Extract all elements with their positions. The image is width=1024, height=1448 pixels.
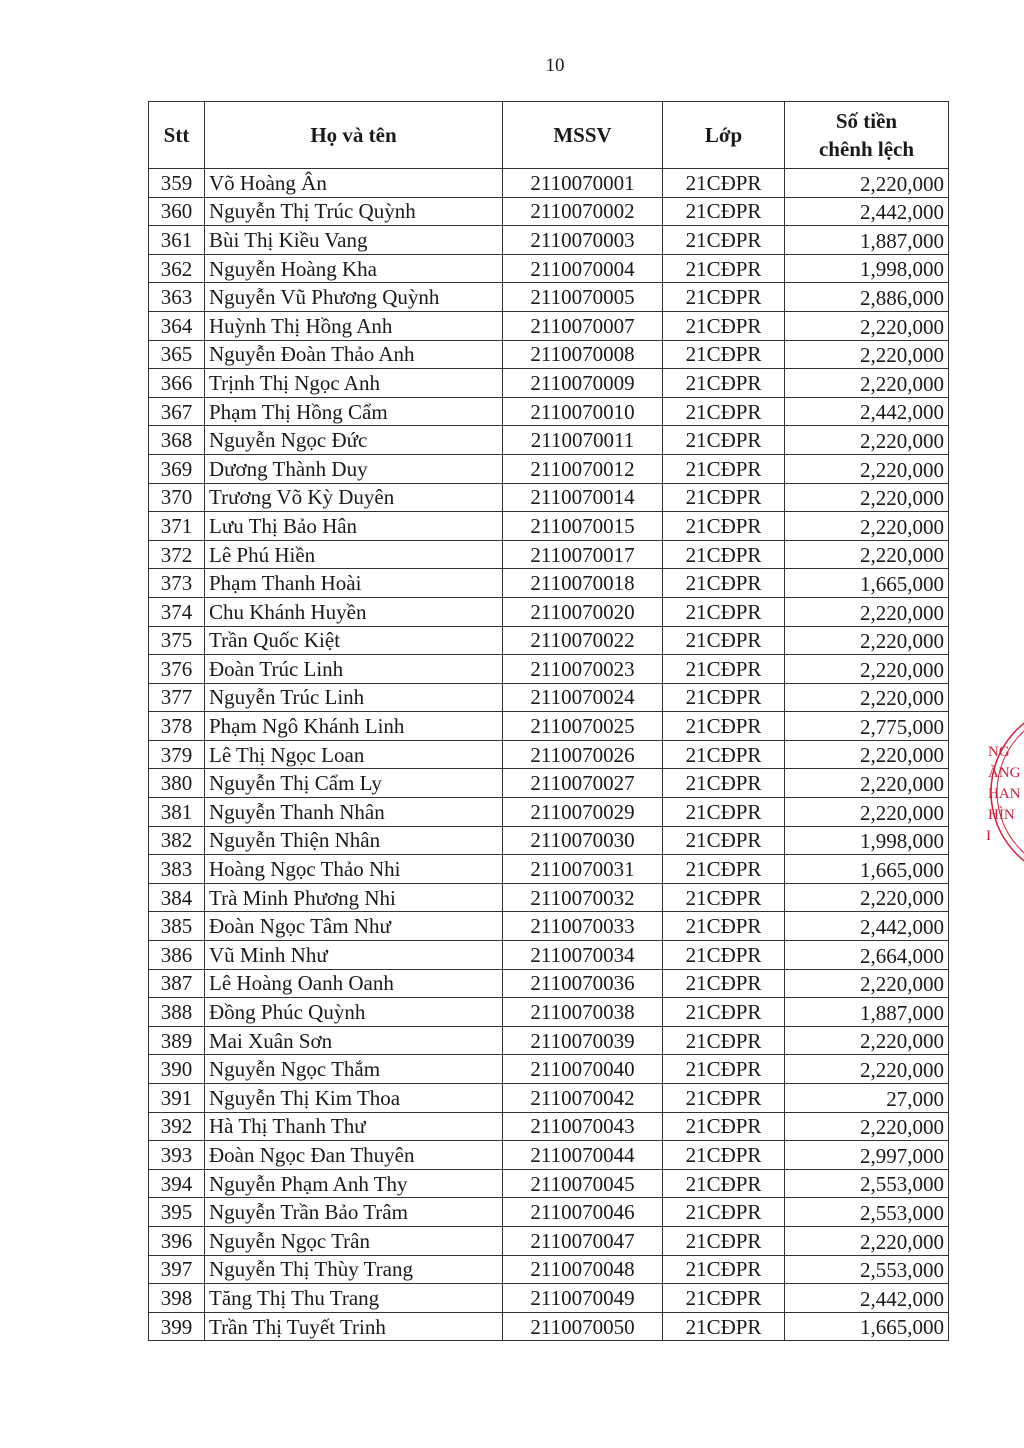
cell-mssv: 2110070038 [503,998,663,1027]
cell-name: Mai Xuân Sơn [205,1026,503,1055]
cell-name: Trà Minh Phương Nhi [205,883,503,912]
cell-mssv: 2110070031 [503,855,663,884]
table-row [149,1141,949,1170]
cell-stt: 390 [149,1055,205,1084]
cell-class: 21CĐPR [663,855,785,884]
cell-stt: 394 [149,1169,205,1198]
cell-stt: 382 [149,826,205,855]
cell-mssv: 2110070017 [503,540,663,569]
cell-mssv: 2110070044 [503,1141,663,1170]
cell-mssv: 2110070040 [503,1055,663,1084]
table-row [149,740,949,769]
cell-class: 21CĐPR [663,1055,785,1084]
table-row [149,569,949,598]
cell-stt: 367 [149,397,205,426]
cell-name: Vũ Minh Như [205,941,503,970]
cell-stt: 370 [149,483,205,512]
cell-stt: 379 [149,740,205,769]
header-amount-line2: chênh lệch [818,137,915,161]
cell-mssv: 2110070004 [503,254,663,283]
cell-amount: 2,220,000 [785,1055,949,1084]
cell-mssv: 2110070023 [503,655,663,684]
cell-stt: 373 [149,569,205,598]
cell-name: Lê Phú Hiền [205,540,503,569]
cell-name: Nguyễn Trần Bảo Trâm [205,1198,503,1227]
header-stt: Stt [149,102,205,169]
cell-mssv: 2110070032 [503,883,663,912]
header-mssv: MSSV [503,102,663,169]
seal-text-line: ĂNG [988,765,1021,781]
cell-mssv: 2110070046 [503,1198,663,1227]
cell-mssv: 2110070012 [503,454,663,483]
seal-text-line: HÌN [988,807,1015,823]
cell-class: 21CĐPR [663,683,785,712]
seal-text-line: I [986,828,991,844]
table-row [149,769,949,798]
cell-name: Dương Thành Duy [205,454,503,483]
cell-stt: 393 [149,1141,205,1170]
cell-name: Nguyễn Thị Thùy Trang [205,1255,503,1284]
table-row [149,540,949,569]
cell-amount: 2,220,000 [785,798,949,827]
cell-amount: 2,220,000 [785,369,949,398]
cell-class: 21CĐPR [663,1255,785,1284]
table-row [149,1312,949,1341]
table-row [149,883,949,912]
cell-stt: 399 [149,1312,205,1341]
cell-class: 21CĐPR [663,369,785,398]
cell-class: 21CĐPR [663,169,785,198]
cell-mssv: 2110070042 [503,1084,663,1113]
cell-amount: 1,998,000 [785,826,949,855]
cell-amount: 2,886,000 [785,283,949,312]
cell-name: Nguyễn Ngọc Thắm [205,1055,503,1084]
cell-mssv: 2110070047 [503,1226,663,1255]
cell-name: Nguyễn Thị Cẩm Ly [205,769,503,798]
header-amount-line1: Số tiền [835,109,898,133]
table-row [149,254,949,283]
cell-stt: 386 [149,941,205,970]
table-row [149,1255,949,1284]
table-header-row [149,102,949,169]
cell-amount: 1,665,000 [785,855,949,884]
seal-text-line: NG [988,744,1010,760]
cell-class: 21CĐPR [663,512,785,541]
table-row [149,597,949,626]
cell-class: 21CĐPR [663,1284,785,1313]
cell-mssv: 2110070033 [503,912,663,941]
cell-name: Phạm Thị Hồng Cẩm [205,397,503,426]
cell-class: 21CĐPR [663,340,785,369]
cell-name: Đoàn Trúc Linh [205,655,503,684]
cell-name: Huỳnh Thị Hồng Anh [205,311,503,340]
cell-mssv: 2110070015 [503,512,663,541]
table-row [149,397,949,426]
cell-amount: 1,665,000 [785,1312,949,1341]
cell-stt: 385 [149,912,205,941]
cell-name: Nguyễn Thị Trúc Quỳnh [205,197,503,226]
table-row [149,512,949,541]
cell-amount: 2,664,000 [785,941,949,970]
table-row [149,798,949,827]
cell-amount: 2,220,000 [785,626,949,655]
cell-stt: 380 [149,769,205,798]
cell-amount: 2,220,000 [785,426,949,455]
cell-class: 21CĐPR [663,283,785,312]
cell-name: Phạm Ngô Khánh Linh [205,712,503,741]
cell-class: 21CĐPR [663,1226,785,1255]
table-row [149,283,949,312]
cell-amount: 2,553,000 [785,1255,949,1284]
cell-amount: 2,220,000 [785,483,949,512]
cell-class: 21CĐPR [663,626,785,655]
table-row [149,426,949,455]
cell-name: Nguyễn Đoàn Thảo Anh [205,340,503,369]
cell-stt: 365 [149,340,205,369]
cell-name: Nguyễn Thiện Nhân [205,826,503,855]
cell-class: 21CĐPR [663,1084,785,1113]
cell-name: Đoàn Ngọc Đan Thuyên [205,1141,503,1170]
cell-class: 21CĐPR [663,1026,785,1055]
cell-amount: 2,442,000 [785,397,949,426]
cell-class: 21CĐPR [663,1112,785,1141]
cell-name: Trương Võ Kỳ Duyên [205,483,503,512]
table-row [149,826,949,855]
cell-amount: 2,220,000 [785,883,949,912]
cell-mssv: 2110070020 [503,597,663,626]
table-row [149,369,949,398]
cell-mssv: 2110070030 [503,826,663,855]
cell-class: 21CĐPR [663,483,785,512]
cell-stt: 377 [149,683,205,712]
cell-name: Bùi Thị Kiều Vang [205,226,503,255]
cell-class: 21CĐPR [663,826,785,855]
cell-name: Đồng Phúc Quỳnh [205,998,503,1027]
cell-name: Trịnh Thị Ngọc Anh [205,369,503,398]
cell-mssv: 2110070024 [503,683,663,712]
cell-amount: 2,220,000 [785,683,949,712]
cell-name: Võ Hoàng Ân [205,169,503,198]
table-row [149,655,949,684]
cell-amount: 2,220,000 [785,454,949,483]
cell-class: 21CĐPR [663,798,785,827]
cell-class: 21CĐPR [663,912,785,941]
cell-class: 21CĐPR [663,569,785,598]
cell-name: Tăng Thị Thu Trang [205,1284,503,1313]
cell-stt: 389 [149,1026,205,1055]
table-row [149,226,949,255]
cell-mssv: 2110070009 [503,369,663,398]
table-row [149,311,949,340]
table-row [149,1055,949,1084]
cell-amount: 2,220,000 [785,740,949,769]
cell-mssv: 2110070014 [503,483,663,512]
cell-stt: 371 [149,512,205,541]
cell-amount: 2,220,000 [785,1226,949,1255]
header-name: Họ và tên [205,102,503,169]
table-row [149,1112,949,1141]
cell-mssv: 2110070045 [503,1169,663,1198]
cell-class: 21CĐPR [663,597,785,626]
header-class: Lớp [663,102,785,169]
table-row [149,998,949,1027]
cell-amount: 2,220,000 [785,169,949,198]
cell-stt: 397 [149,1255,205,1284]
cell-mssv: 2110070005 [503,283,663,312]
cell-stt: 364 [149,311,205,340]
cell-amount: 2,442,000 [785,912,949,941]
cell-amount: 1,998,000 [785,254,949,283]
cell-mssv: 2110070050 [503,1312,663,1341]
table-row [149,683,949,712]
cell-amount: 2,442,000 [785,1284,949,1313]
cell-class: 21CĐPR [663,1312,785,1341]
table-row [149,855,949,884]
cell-stt: 384 [149,883,205,912]
cell-amount: 2,220,000 [785,969,949,998]
header-amount [785,102,949,169]
cell-mssv: 2110070029 [503,798,663,827]
cell-stt: 368 [149,426,205,455]
cell-mssv: 2110070022 [503,626,663,655]
cell-mssv: 2110070049 [503,1284,663,1313]
cell-name: Lê Thị Ngọc Loan [205,740,503,769]
cell-class: 21CĐPR [663,655,785,684]
cell-mssv: 2110070010 [503,397,663,426]
cell-mssv: 2110070048 [503,1255,663,1284]
cell-name: Nguyễn Ngọc Trân [205,1226,503,1255]
cell-amount: 1,665,000 [785,569,949,598]
cell-name: Trần Thị Tuyết Trinh [205,1312,503,1341]
cell-mssv: 2110070001 [503,169,663,198]
cell-amount: 2,220,000 [785,655,949,684]
cell-stt: 381 [149,798,205,827]
cell-stt: 395 [149,1198,205,1227]
cell-name: Hoàng Ngọc Thảo Nhi [205,855,503,884]
cell-stt: 391 [149,1084,205,1113]
cell-class: 21CĐPR [663,998,785,1027]
table-row [149,969,949,998]
cell-amount: 2,220,000 [785,512,949,541]
cell-stt: 387 [149,969,205,998]
table-row [149,483,949,512]
cell-stt: 369 [149,454,205,483]
table-row [149,1169,949,1198]
table-row [149,1198,949,1227]
cell-amount: 1,887,000 [785,998,949,1027]
cell-stt: 374 [149,597,205,626]
student-fee-table [148,101,949,1341]
cell-class: 21CĐPR [663,1198,785,1227]
cell-class: 21CĐPR [663,397,785,426]
cell-class: 21CĐPR [663,226,785,255]
cell-name: Lê Hoàng Oanh Oanh [205,969,503,998]
table-row [149,454,949,483]
table-row [149,1284,949,1313]
cell-class: 21CĐPR [663,426,785,455]
cell-mssv: 2110070002 [503,197,663,226]
cell-stt: 366 [149,369,205,398]
cell-mssv: 2110070027 [503,769,663,798]
cell-stt: 360 [149,197,205,226]
cell-name: Nguyễn Thị Kim Thoa [205,1084,503,1113]
cell-name: Nguyễn Hoàng Kha [205,254,503,283]
cell-stt: 362 [149,254,205,283]
table-row [149,712,949,741]
cell-name: Lưu Thị Bảo Hân [205,512,503,541]
table-row [149,197,949,226]
seal-text-line: HAN [988,786,1021,802]
cell-class: 21CĐPR [663,769,785,798]
cell-amount: 2,997,000 [785,1141,949,1170]
cell-stt: 378 [149,712,205,741]
cell-stt: 396 [149,1226,205,1255]
cell-mssv: 2110070018 [503,569,663,598]
cell-class: 21CĐPR [663,941,785,970]
page-number: 10 [545,55,565,76]
cell-class: 21CĐPR [663,1169,785,1198]
cell-class: 21CĐPR [663,740,785,769]
cell-amount: 2,220,000 [785,597,949,626]
cell-stt: 372 [149,540,205,569]
red-seal-stamp [984,700,1024,885]
cell-amount: 27,000 [785,1084,949,1113]
cell-name: Phạm Thanh Hoài [205,569,503,598]
cell-amount: 1,887,000 [785,226,949,255]
cell-mssv: 2110070039 [503,1026,663,1055]
cell-name: Hà Thị Thanh Thư [205,1112,503,1141]
cell-class: 21CĐPR [663,311,785,340]
cell-amount: 2,220,000 [785,540,949,569]
cell-stt: 375 [149,626,205,655]
cell-class: 21CĐPR [663,883,785,912]
cell-mssv: 2110070025 [503,712,663,741]
cell-class: 21CĐPR [663,1141,785,1170]
cell-mssv: 2110070008 [503,340,663,369]
cell-amount: 2,553,000 [785,1198,949,1227]
table-row [149,1084,949,1113]
cell-name: Chu Khánh Huyền [205,597,503,626]
cell-stt: 383 [149,855,205,884]
cell-amount: 2,220,000 [785,1026,949,1055]
cell-amount: 2,220,000 [785,1112,949,1141]
cell-amount: 2,775,000 [785,712,949,741]
cell-class: 21CĐPR [663,712,785,741]
cell-mssv: 2110070036 [503,969,663,998]
cell-class: 21CĐPR [663,540,785,569]
table-body [149,169,949,1341]
cell-class: 21CĐPR [663,254,785,283]
cell-stt: 361 [149,226,205,255]
cell-stt: 359 [149,169,205,198]
cell-stt: 363 [149,283,205,312]
cell-name: Đoàn Ngọc Tâm Như [205,912,503,941]
cell-class: 21CĐPR [663,197,785,226]
cell-stt: 388 [149,998,205,1027]
cell-name: Trần Quốc Kiệt [205,626,503,655]
seal-graphic [984,700,1024,885]
cell-amount: 2,220,000 [785,769,949,798]
cell-amount: 2,442,000 [785,197,949,226]
table-row [149,626,949,655]
cell-amount: 2,220,000 [785,311,949,340]
cell-mssv: 2110070011 [503,426,663,455]
cell-mssv: 2110070007 [503,311,663,340]
cell-mssv: 2110070003 [503,226,663,255]
cell-name: Nguyễn Ngọc Đức [205,426,503,455]
cell-name: Nguyễn Thanh Nhân [205,798,503,827]
table-row [149,1026,949,1055]
cell-name: Nguyễn Phạm Anh Thy [205,1169,503,1198]
cell-class: 21CĐPR [663,454,785,483]
cell-name: Nguyễn Trúc Linh [205,683,503,712]
cell-stt: 392 [149,1112,205,1141]
cell-mssv: 2110070034 [503,941,663,970]
table-row [149,941,949,970]
cell-mssv: 2110070043 [503,1112,663,1141]
cell-stt: 376 [149,655,205,684]
table-row [149,169,949,198]
cell-class: 21CĐPR [663,969,785,998]
table-row [149,340,949,369]
cell-name: Nguyễn Vũ Phương Quỳnh [205,283,503,312]
table-row [149,912,949,941]
cell-amount: 2,220,000 [785,340,949,369]
cell-amount: 2,553,000 [785,1169,949,1198]
cell-mssv: 2110070026 [503,740,663,769]
table-row [149,1226,949,1255]
cell-stt: 398 [149,1284,205,1313]
